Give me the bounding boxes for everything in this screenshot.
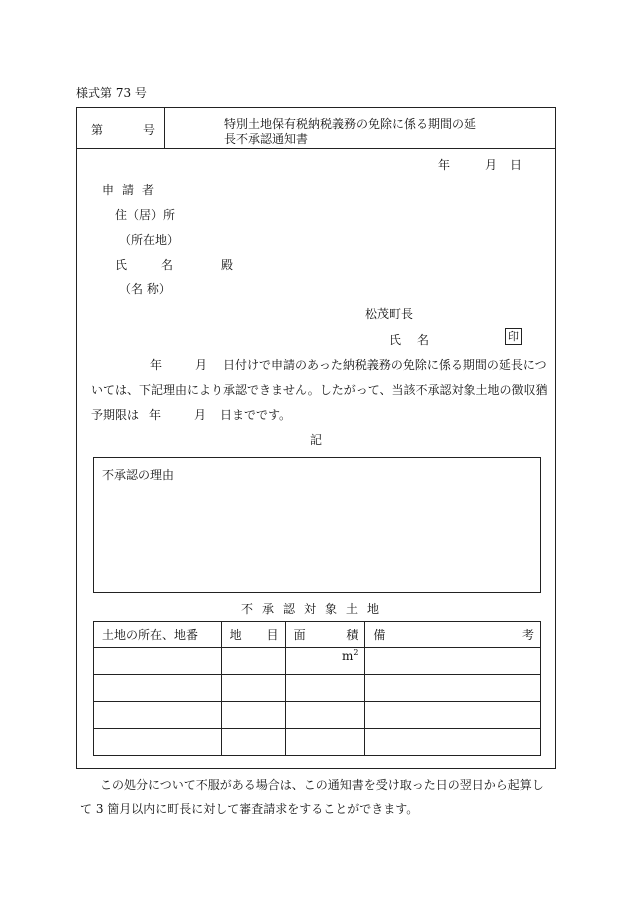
remarks-header-b: 考 (521, 628, 534, 642)
body-line3-end: 日までです。 (220, 408, 292, 422)
form-header (77, 108, 555, 149)
land-table-title: 不承認対象土地 (241, 602, 389, 616)
ki-heading: 記 (310, 433, 323, 447)
remarks-header (365, 622, 541, 648)
applicant-corporate-name-label: （名 称） (119, 282, 171, 296)
table-row (94, 648, 541, 675)
table-cell (221, 729, 285, 756)
applicant-address-label: 住（居）所 (115, 208, 176, 222)
body-line3-start: 予期限は (91, 408, 140, 422)
area-header (285, 622, 365, 648)
appeal-notice-line2: て 3 箇月以内に町長に対して審査請求をすることができます。 (80, 802, 419, 816)
table-cell (285, 702, 365, 729)
table-cell (365, 702, 541, 729)
area-unit-sup: 2 (353, 648, 359, 657)
land-table-header (94, 622, 541, 648)
seal-mark: 印 (505, 328, 522, 345)
form-title-line2: 長不承認通知書 (224, 132, 309, 146)
area-header-a: 面 (293, 628, 306, 642)
area-header-b: 積 (346, 628, 359, 642)
table-row (94, 702, 541, 729)
document-number-label: 第 (91, 123, 104, 137)
table-row (94, 675, 541, 702)
date-day-label: 日 (510, 158, 523, 172)
reason-box (93, 457, 541, 593)
table-cell (365, 729, 541, 756)
honorific-label: 殿 (221, 258, 234, 272)
body-line1-text: 日付けで申請のあった納税義務の免除に係る期間の延長につ (223, 358, 547, 372)
body-line3-month: 月 (194, 408, 207, 422)
applicant-location-label: （所在地） (119, 233, 180, 247)
table-cell (221, 648, 285, 675)
category-header-a: 地 (229, 628, 242, 642)
body-line3-year: 年 (149, 408, 162, 422)
reason-label: 不承認の理由 (102, 468, 175, 482)
issuer-name-label-1: 氏 (389, 333, 402, 347)
header-divider (164, 108, 165, 148)
area-unit: m (341, 649, 354, 663)
location-header (94, 622, 222, 648)
applicant-name-label-1: 氏 (115, 258, 128, 272)
category-header (221, 622, 285, 648)
applicant-name-label-2: 名 (161, 258, 174, 272)
table-cell (221, 675, 285, 702)
table-cell (94, 675, 222, 702)
applicant-label: 申請者 (102, 183, 163, 197)
body-line1-month: 月 (195, 358, 208, 372)
appeal-notice-line1: この処分について不服がある場合は、この通知書を受け取った日の翌日から起算し (100, 778, 544, 792)
table-row (94, 729, 541, 756)
remarks-header-a: 備 (373, 628, 386, 642)
table-cell (94, 648, 222, 675)
document-number-suffix: 号 (143, 123, 156, 137)
table-cell (221, 702, 285, 729)
category-header-b: 目 (266, 628, 279, 642)
body-line2-text: いては、下記理由により承認できません。したがって、当該不承認対象土地の徴収猶 (91, 383, 548, 397)
table-cell (94, 729, 222, 756)
location-header-label: 土地の所在、地番 (102, 628, 199, 642)
date-month-label: 月 (485, 158, 498, 172)
table-cell (285, 729, 365, 756)
issuer-name-label-2: 名 (417, 333, 430, 347)
issuer-title: 松茂町長 (365, 307, 414, 321)
table-cell (365, 675, 541, 702)
body-line1-year: 年 (150, 358, 163, 372)
table-cell (94, 702, 222, 729)
notice-form (76, 107, 556, 769)
date-year-label: 年 (438, 158, 451, 172)
table-cell (365, 648, 541, 675)
table-cell (285, 675, 365, 702)
form-title-line1: 特別土地保有税納税義務の免除に係る期間の延 (224, 117, 477, 131)
form-number-label: 様式第 73 号 (76, 86, 147, 100)
table-cell (285, 648, 365, 675)
land-table (93, 621, 541, 756)
